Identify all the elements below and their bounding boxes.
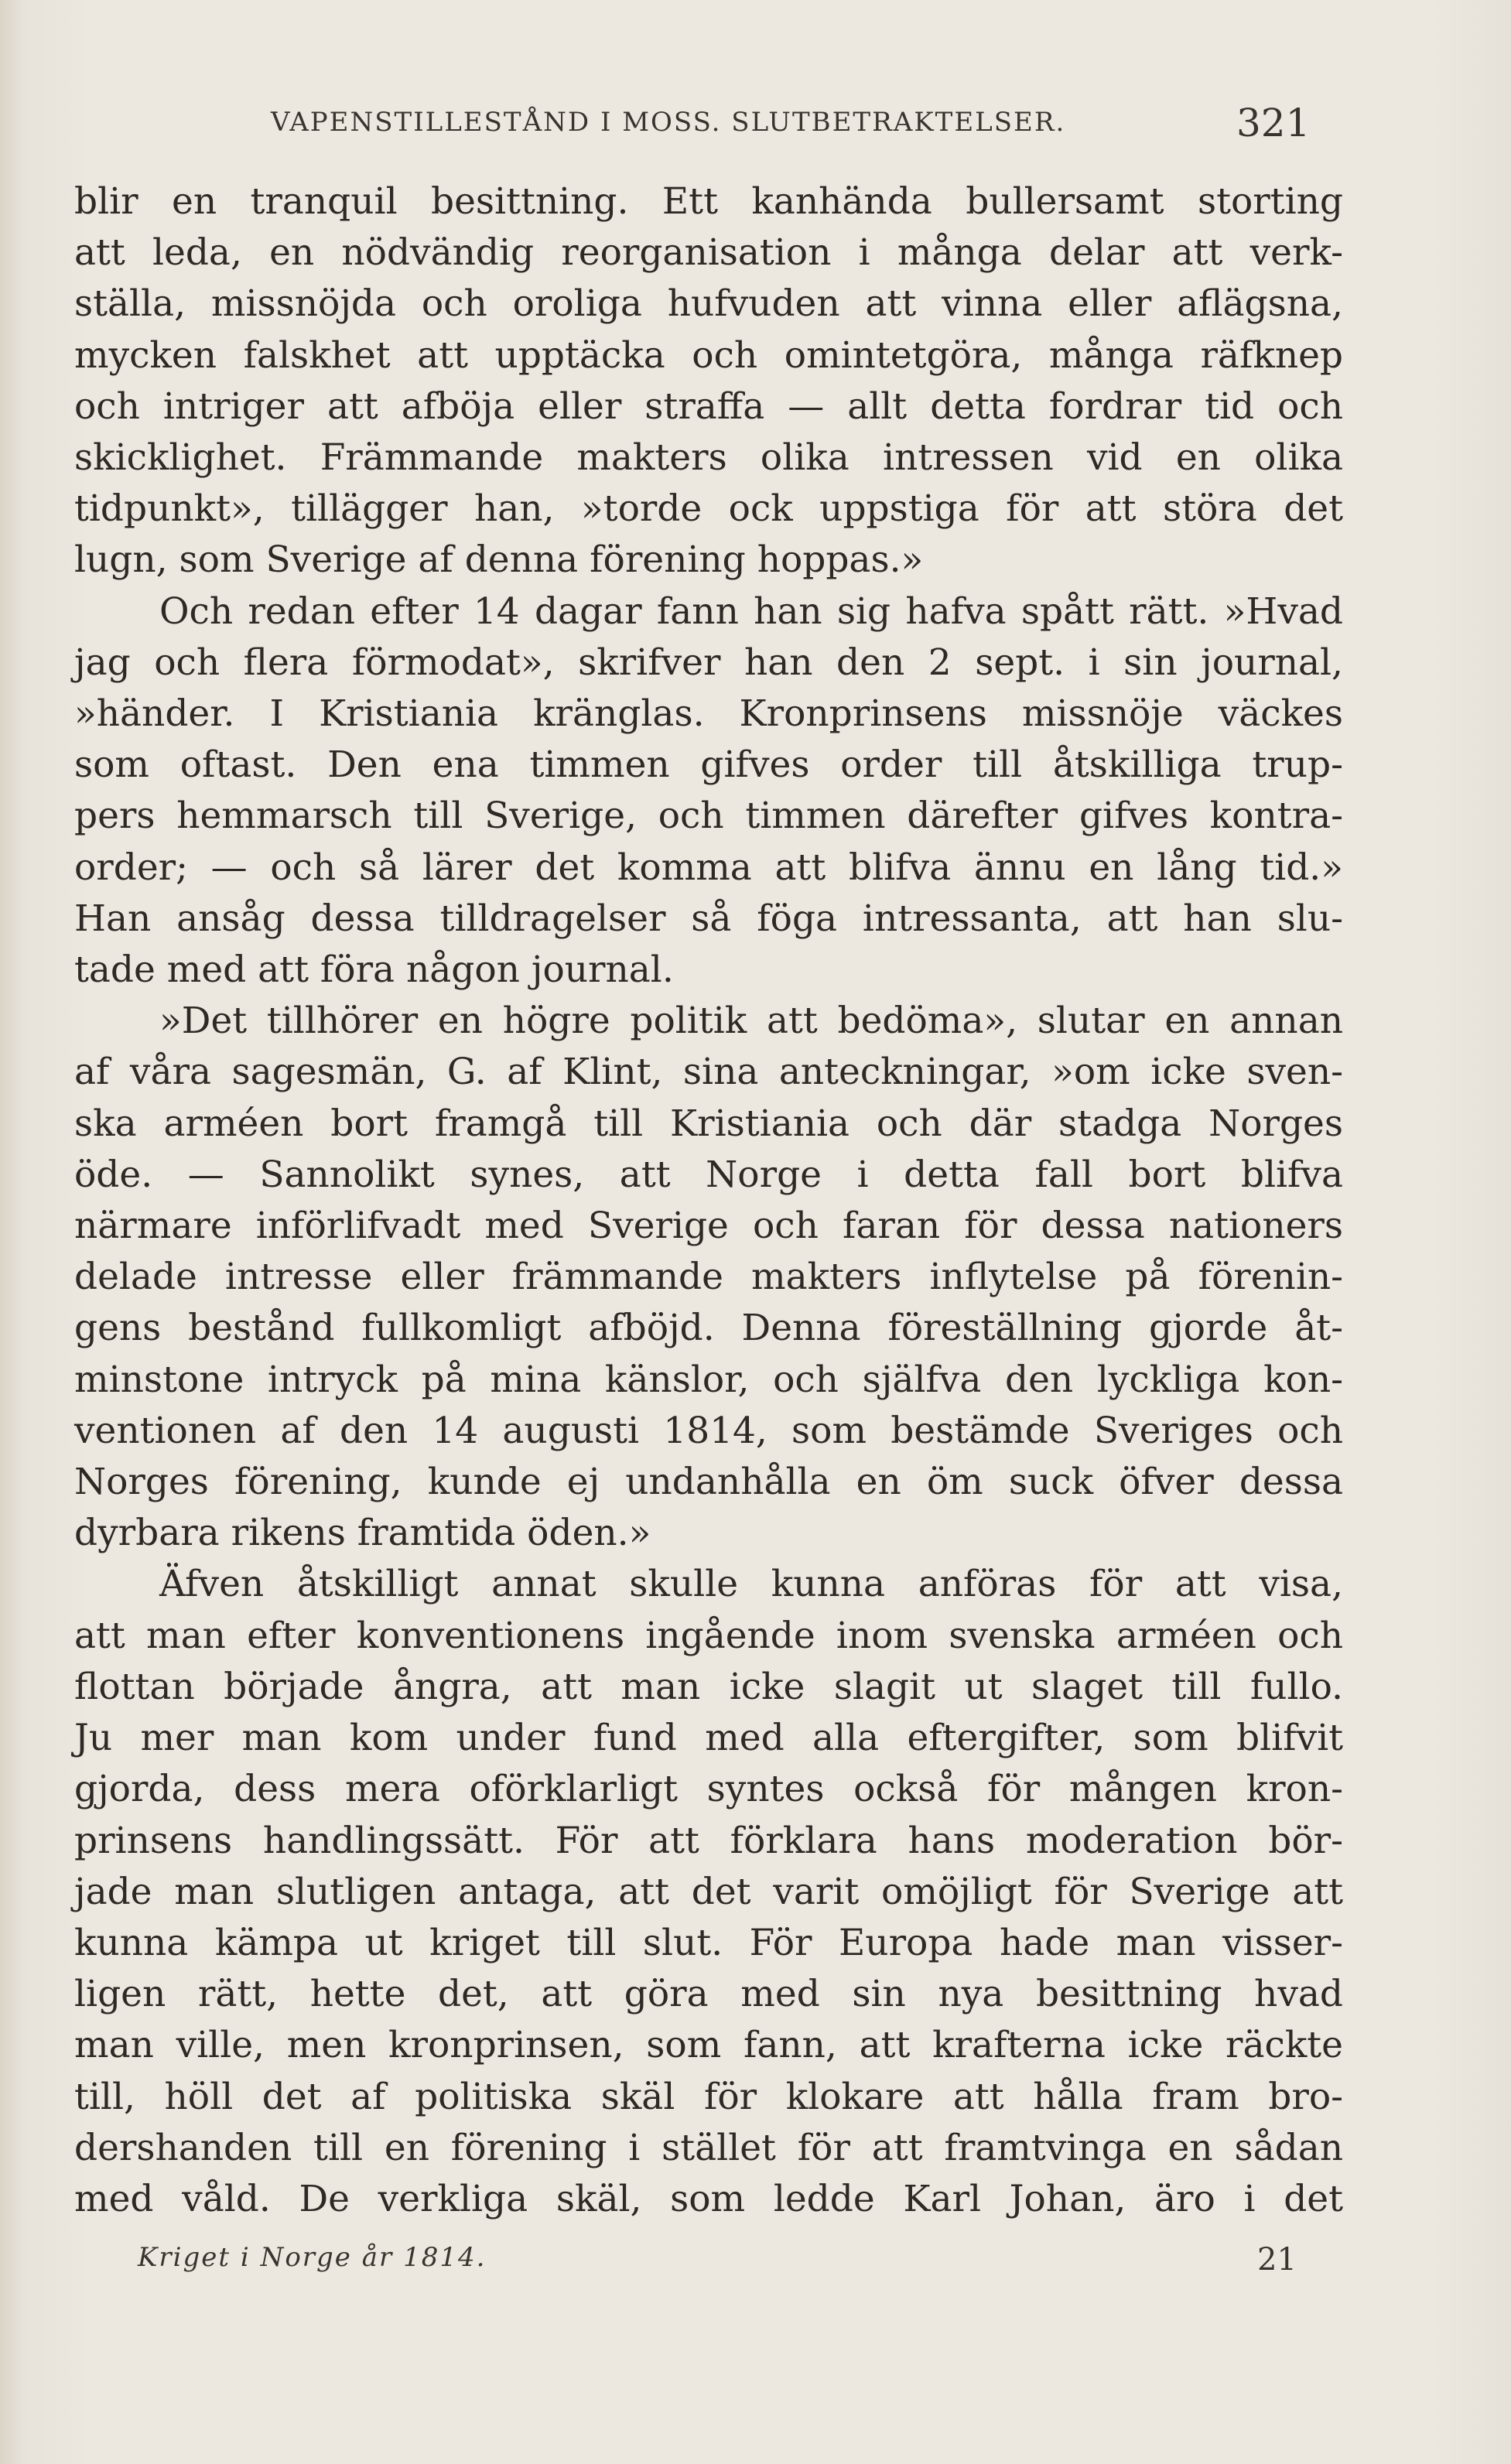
- text-line: och intriger att afböja eller straffa — allt detta fordrar tid och: [74, 384, 1343, 428]
- text-line: delade intresse eller främmande makters inflytelse på förenin-: [74, 1256, 1343, 1299]
- page-number: 321: [1236, 101, 1311, 145]
- text-line: ska arméen bort framgå till Kristiania och där stadga Norges: [74, 1102, 1343, 1145]
- text-line: mycken falskhet att upptäcka och omintetgöra, många räfknep: [74, 333, 1343, 377]
- body-text: [74, 176, 1343, 2225]
- text-line: pers hemmarsch till Sverige, och timmen därefter gifves kontra-: [74, 795, 1343, 838]
- text-line: närmare införlifvadt med Sverige och faran för dessa nationers: [74, 1205, 1343, 1248]
- text-line: ventionen af den 14 augusti 1814, som bestämde Sveriges och: [74, 1409, 1343, 1452]
- footer-book-title: Kriget i Norge år 1814.: [138, 2242, 487, 2273]
- text-line: Han ansåg dessa tilldragelser så föga intressanta, att han slu-: [74, 897, 1343, 940]
- text-line: dyrbara rikens framtida öden.»: [74, 1512, 651, 1555]
- text-line: att leda, en nödvändig reorganisation i många delar att verk-: [74, 231, 1343, 275]
- text-line: dershanden till en förening i stället för att framtvinga en sådan: [74, 2126, 1343, 2169]
- text-line: minstone intryck på mina känslor, och själfva den lyckliga kon-: [74, 1358, 1343, 1401]
- text-line: till, höll det af politiska skäl för klokare att hålla fram bro-: [74, 2075, 1343, 2118]
- text-line: tade med att föra någon journal.: [74, 948, 674, 992]
- text-line: Och redan efter 14 dagar fann han sig hafva spått rätt. »Hvad: [159, 590, 1343, 633]
- text-line: jade man slutligen antaga, att det varit omöjligt för Sverige att: [74, 1870, 1343, 1913]
- text-line: skicklighet. Främmande makters olika intressen vid en olika: [74, 436, 1343, 480]
- text-line: blir en tranquil besittning. Ett kanhända bullersamt storting: [74, 180, 1343, 223]
- text-line: gens bestånd fullkomligt afböjd. Denna föreställning gjorde åt-: [74, 1307, 1343, 1350]
- text-line: gjorda, dess mera oförklarligt syntes också för mången kron-: [74, 1768, 1343, 1811]
- running-head: VAPENSTILLESTÅND I MOSS. SLUTBETRAKTELSER.: [271, 107, 1066, 138]
- text-line: Äfven åtskilligt annat skulle kunna anföras för att visa,: [159, 1563, 1343, 1606]
- text-line: med våld. De verkliga skäl, som ledde Karl Johan, äro i det: [74, 2177, 1343, 2220]
- text-line: »händer. I Kristiania kränglas. Kronprinsens missnöje väckes: [74, 692, 1343, 736]
- text-line: flottan började ångra, att man icke slagit ut slaget till fullo.: [74, 1665, 1343, 1708]
- signature-mark: 21: [1257, 2242, 1297, 2278]
- text-line: »Det tillhörer en högre politik att bedöma», slutar en annan: [159, 1000, 1343, 1043]
- text-line: att man efter konventionens ingående inom svenska arméen och: [74, 1614, 1343, 1657]
- text-line: man ville, men kronprinsen, som fann, att krafterna icke räckte: [74, 2024, 1343, 2067]
- text-line: prinsens handlingssätt. För att förklara hans moderation bör-: [74, 1819, 1343, 1862]
- text-line: tidpunkt», tillägger han, »torde ock uppstiga för att störa det: [74, 487, 1343, 531]
- text-line: af våra sagesmän, G. af Klint, sina anteckningar, »om icke sven-: [74, 1051, 1343, 1094]
- text-line: Ju mer man kom under fund med alla eftergifter, som blifvit: [74, 1717, 1343, 1760]
- text-line: Norges förening, kunde ej undanhålla en öm suck öfver dessa: [74, 1461, 1343, 1504]
- text-line: ställa, missnöjda och oroliga hufvuden att vinna eller aflägsna,: [74, 282, 1343, 326]
- text-line: kunna kämpa ut kriget till slut. För Europa hade man visser-: [74, 1921, 1343, 1964]
- text-line: lugn, som Sverige af denna förening hoppas.»: [74, 538, 924, 582]
- text-line: ligen rätt, hette det, att göra med sin nya besittning hvad: [74, 1973, 1343, 2016]
- text-line: jag och flera förmodat», skrifver han den 2 sept. i sin journal,: [74, 641, 1343, 684]
- text-line: öde. — Sannolikt synes, att Norge i detta fall bort blifva: [74, 1153, 1343, 1196]
- text-line: order; — och så lärer det komma att blifva ännu en lång tid.»: [74, 846, 1343, 889]
- text-line: som oftast. Den ena timmen gifves order till åtskilliga trup-: [74, 743, 1343, 787]
